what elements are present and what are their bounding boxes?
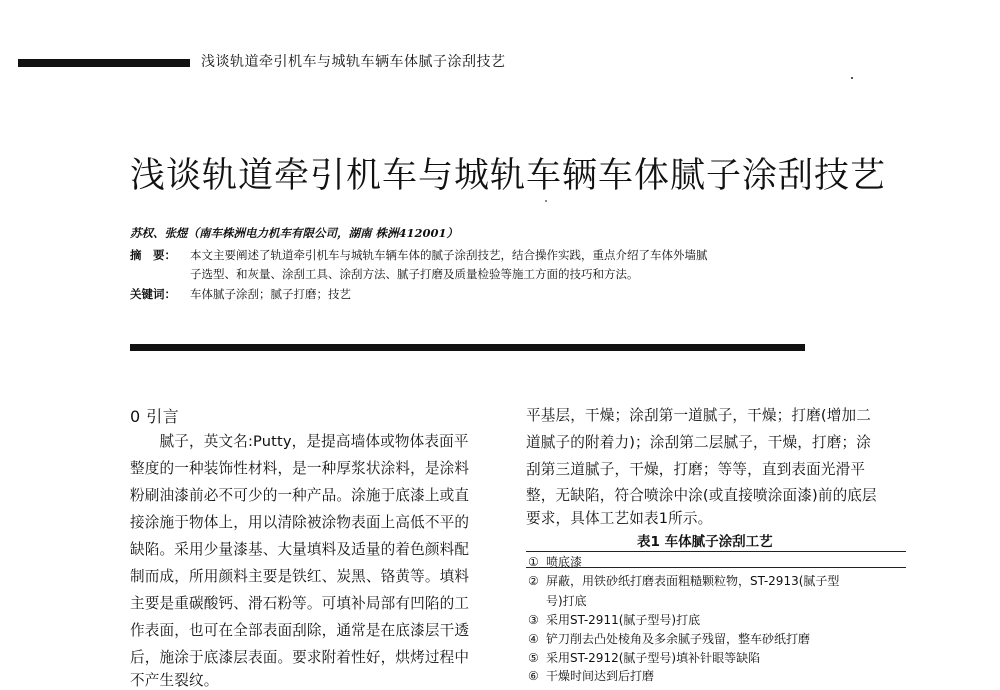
step-number: ⑥ [528, 669, 539, 683]
abstract-line: 本文主要阐述了轨道牵引机车与城轨车辆车体的腻子涂刮技艺，结合操作实践，重点介绍了车体外墙腻 [190, 248, 708, 262]
paragraph-line: 制而成，所用颜料主要是铁红、炭黑、铬黄等。填料 [130, 568, 470, 585]
abstract-label: 摘 要： [130, 248, 176, 262]
paragraph-line: 整，无缺陷，符合喷涂中涂(或直接喷涂面漆)前的底层 [526, 487, 877, 504]
paragraph-line: 要求，具体工艺如表1所示。 [526, 510, 713, 527]
step-number: ③ [528, 613, 539, 627]
paragraph-line: 粉刷油漆前必不可少的一种产品。涂施于底漆上或直 [130, 487, 470, 504]
paragraph-line: 腻子，英文名:Putty，是提高墙体或物体表面平 [130, 433, 469, 450]
scan-speck [851, 77, 853, 79]
step-number: ② [528, 574, 539, 588]
header-decoration-bar [18, 59, 190, 67]
running-head: 浅谈轨道牵引机车与城轨车辆车体腻子涂刮技艺 [201, 54, 506, 70]
table-row [528, 592, 587, 609]
table-rule [526, 567, 906, 568]
paragraph-line: 接涂施于物体上，用以清除被涂物表面上高低不平的 [130, 514, 470, 531]
step-text: 喷底漆 [546, 555, 583, 569]
section-rule [130, 344, 805, 351]
table-row [528, 667, 654, 684]
table-caption: 表1 车体腻子涂刮工艺 [637, 534, 773, 550]
paragraph-line: 缺陷。采用少量漆基、大量填料及适量的着色颜料配 [130, 541, 470, 558]
scan-speck [545, 200, 547, 202]
authors-affiliation: 苏权、张煜（南车株洲电力机车有限公司，湖南 株洲412001） [130, 226, 459, 240]
paragraph-line: 道腻子的附着力)；涂刮第二层腻子，干燥，打磨；涂 [526, 434, 871, 451]
step-text: 采用ST-2911(腻子型号)打底 [546, 613, 701, 627]
step-text: 号)打底 [546, 594, 587, 608]
abstract-line: 子选型、和灰量、涂刮工具、涂刮方法、腻子打磨及质量检验等施工方面的技巧和方法。 [190, 267, 639, 281]
step-text: 干燥时间达到后打磨 [546, 669, 655, 683]
step-number: ④ [528, 632, 539, 646]
table-row [528, 611, 700, 628]
step-text: 采用ST-2912(腻子型号)填补针眼等缺陷 [546, 651, 761, 665]
paragraph-line: 主要是重碳酸钙、滑石粉等。可填补局部有凹陷的工 [130, 595, 470, 612]
table-row [528, 649, 760, 666]
paragraph-line: 整度的一种装饰性材料，是一种厚浆状涂料，是涂料 [130, 460, 470, 477]
table-row [528, 630, 810, 647]
paragraph-line: 刮第三道腻子，干燥，打磨；等等，直到表面光滑平 [526, 461, 866, 478]
page-title: 浅谈轨道牵引机车与城轨车辆车体腻子涂刮技艺 [130, 156, 887, 196]
step-text: 屏蔽，用铁砂纸打磨表面粗糙颗粒物，ST-2913(腻子型 [546, 574, 840, 588]
paragraph-line: 作表面，也可在全部表面刮除，通常是在底漆层干透 [130, 622, 470, 639]
section-heading-intro: 0 引言 [130, 407, 180, 426]
table-row [528, 572, 839, 589]
table-row [528, 553, 582, 570]
step-number: ⑤ [528, 651, 539, 665]
table-rule-top [526, 551, 906, 552]
step-text: 铲刀削去凸处棱角及多余腻子残留，整车砂纸打磨 [546, 632, 811, 646]
paragraph-line: 不产生裂纹。 [130, 672, 219, 689]
step-number: ① [528, 555, 539, 569]
paragraph-line: 后，施涂于底漆层表面。要求附着性好，烘烤过程中 [130, 649, 470, 666]
keywords-label: 关键词： [130, 287, 176, 301]
paragraph-line: 平基层，干燥；涂刮第一道腻子，干燥；打磨(增加二 [526, 407, 871, 424]
keywords-text: 车体腻子涂刮；腻子打磨；技艺 [190, 287, 351, 301]
